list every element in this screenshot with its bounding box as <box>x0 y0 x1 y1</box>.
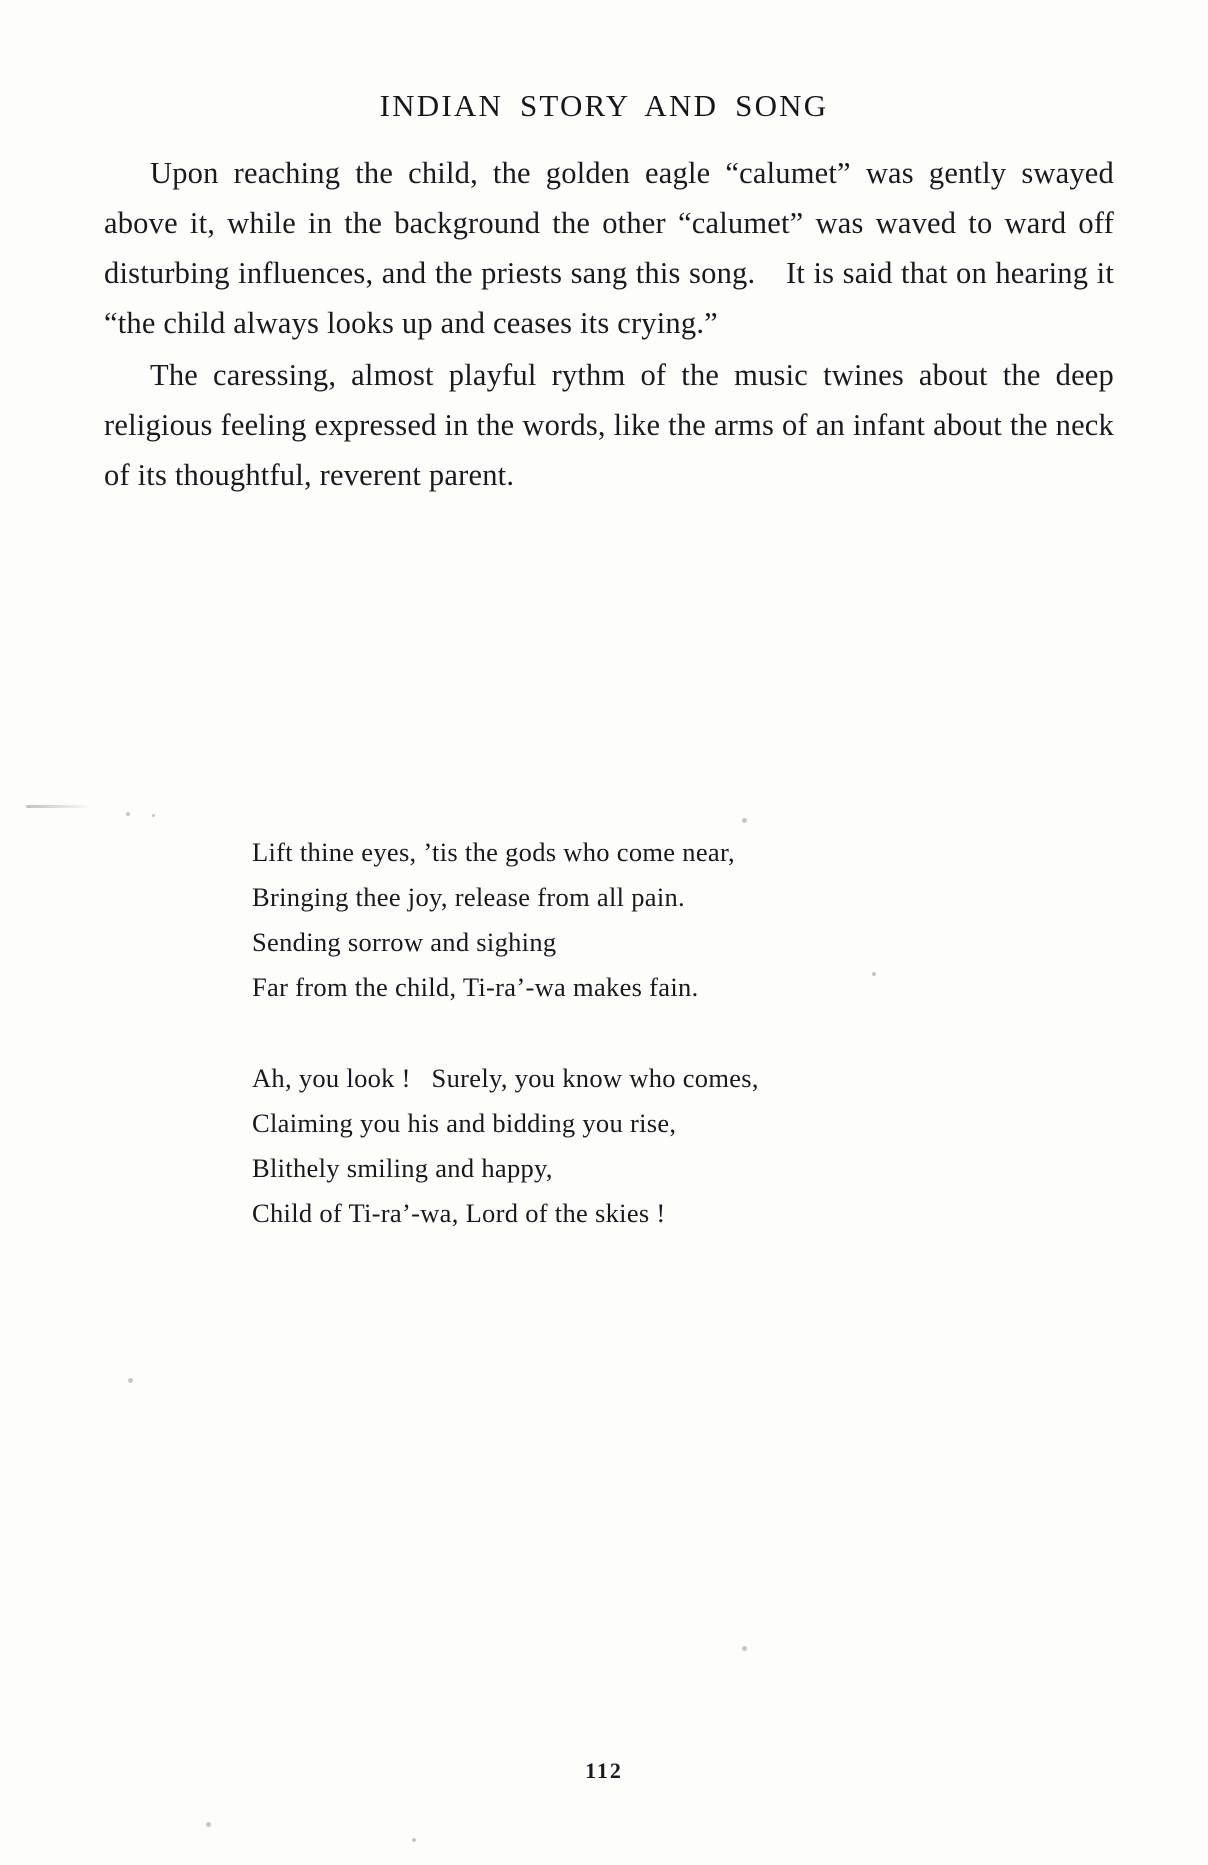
verse-line: Blithely smiling and happy, <box>252 1153 553 1183</box>
verse-line: Claiming you his and bidding you rise, <box>252 1108 677 1138</box>
scan-speck <box>742 818 747 823</box>
verse-line: Child of Ti-ra’-wa, Lord of the skies ! <box>252 1198 666 1228</box>
song-verse <box>252 830 1012 1282</box>
scan-speck <box>206 1822 211 1827</box>
scan-speck <box>412 1838 416 1842</box>
body-text <box>104 148 1114 500</box>
page-running-head: INDIAN STORY AND SONG <box>379 88 829 123</box>
scan-smudge <box>26 805 88 808</box>
verse-line: Sending sorrow and sighing <box>252 927 557 957</box>
scan-speck <box>128 1378 133 1383</box>
stanza-2 <box>252 1056 1012 1236</box>
paragraph-1: Upon reaching the child, the golden eagle “calumet” was gently swayed above it, while in the background the other “calumet” was waved to ward off disturbing influences, and the priests sang this song. It is said that on hearing it “the child always looks up and ceases its crying.” <box>104 156 1114 340</box>
scan-speck <box>742 1646 747 1651</box>
verse-line: Ah, you look ! Surely, you know who comes, <box>252 1063 759 1093</box>
stanza-1 <box>252 830 1012 1010</box>
scan-speck <box>126 812 130 816</box>
verse-line: Bringing thee joy, release from all pain. <box>252 882 685 912</box>
page-number: 112 <box>585 1758 623 1783</box>
scan-speck <box>872 972 876 976</box>
verse-line: Lift thine eyes, ’tis the gods who come near, <box>252 837 735 867</box>
scan-speck <box>152 814 155 817</box>
verse-line: Far from the child, Ti-ra’-wa makes fain. <box>252 972 699 1002</box>
paragraph-2: The caressing, almost playful rythm of the music twines about the deep religious feeling expressed in the words, like the arms of an infant about the neck of its thoughtful, reverent parent. <box>104 358 1114 492</box>
